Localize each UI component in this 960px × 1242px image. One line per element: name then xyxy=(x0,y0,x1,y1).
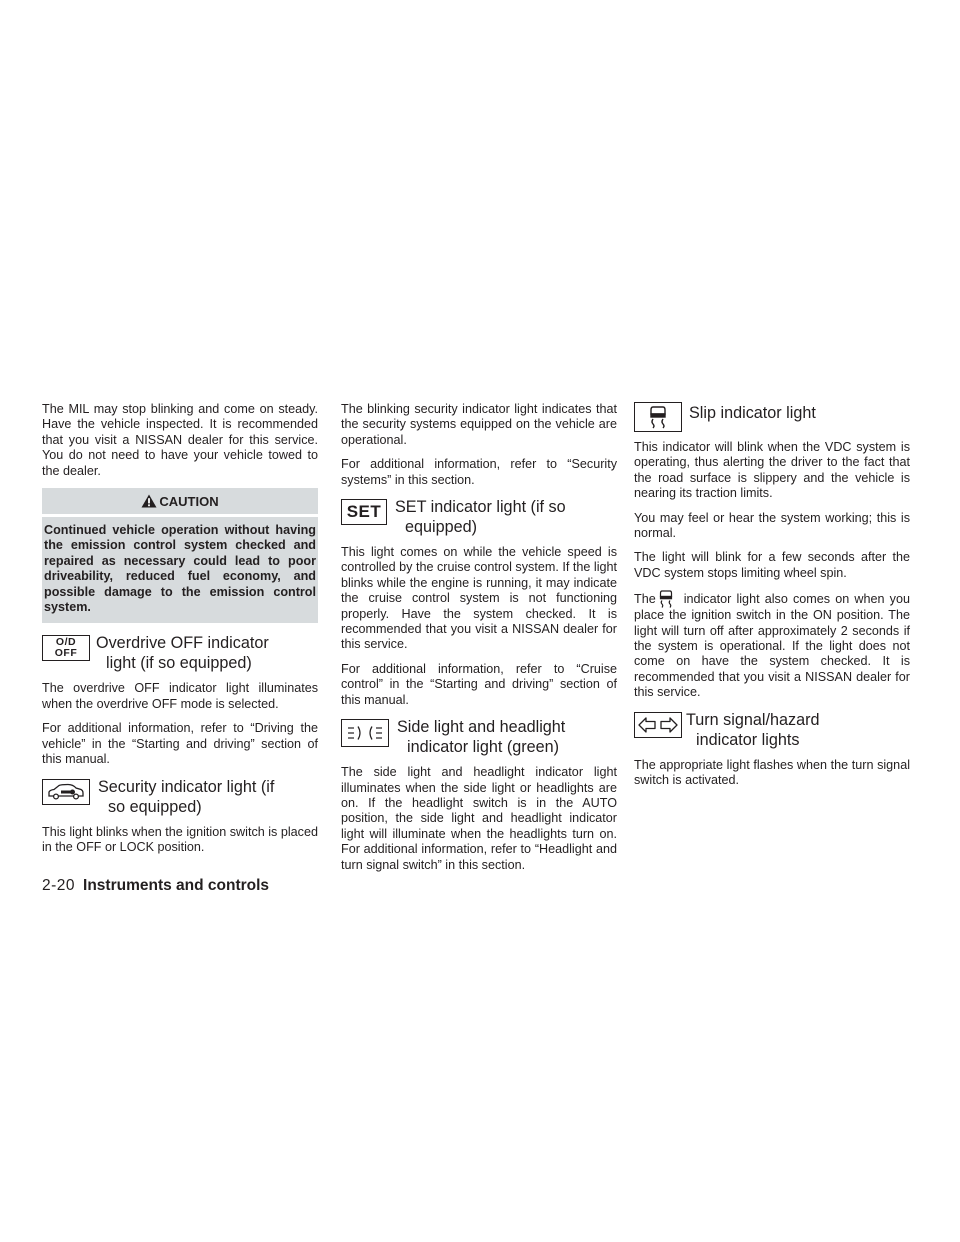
od-icon-line1: O/D xyxy=(55,636,77,649)
slip-p4-start: The xyxy=(634,592,656,607)
set-heading xyxy=(341,497,617,537)
side-light-heading xyxy=(341,717,617,757)
slip-p4-rest: indicator light also comes on when you place the ignition switch in the ON position. The light will turn off after approximately 2 seconds if the system is operational. If the light does not come on have the system checked. It is recommended that you visit a NISSAN dealer for this service. xyxy=(634,592,910,700)
od-title-line1: Overdrive OFF indicator xyxy=(96,634,269,653)
caution-header xyxy=(42,488,318,517)
caution-text: Continued vehicle operation without having the emission control system checked and repaired as necessary could lead to poor driveability, reduced fuel economy, and possible damage to the emission control system. xyxy=(44,523,316,615)
slip-paragraph-4 xyxy=(634,590,910,700)
slip-paragraph-1: This indicator will blink when the VDC system is operating, thus alerting the driver to the fact that the road surface is slippery and the vehicle is nearing its traction limits. xyxy=(634,440,910,501)
caution-box xyxy=(42,488,318,623)
slip-title: Slip indicator light xyxy=(689,404,816,422)
set-paragraph-2: For additional information, refer to “Cruise control” in the “Starting and driving” section of this manual. xyxy=(341,661,617,707)
page-number: 2-20 xyxy=(42,877,76,894)
side-light-paragraph: The side light and headlight indicator light illuminates when the side light or headlights are on. If the headlight switch is in the AUTO position, the side light and headlight indicator light will illuminate when the headlights turn on. For additional information, refer to “Headlight and turn signal switch” in this section. xyxy=(341,765,617,872)
security-heading xyxy=(42,777,318,817)
security-ref-paragraph: For additional information, refer to “Security systems” in this section. xyxy=(341,457,617,487)
od-icon-line2: OFF xyxy=(54,647,78,660)
set-icon-text: SET xyxy=(346,502,382,522)
set-title-line1: SET indicator light (if so xyxy=(395,498,566,517)
side-light-title xyxy=(397,717,565,757)
security-paragraph: This light blinks when the ignition switch is placed in the OFF or LOCK position. xyxy=(42,824,318,854)
column-3 xyxy=(634,402,910,798)
security-title xyxy=(98,777,274,817)
turn-title-line2: indicator lights xyxy=(696,730,800,749)
security-blink-paragraph: The blinking security indicator light indicates that the security systems equipped on the vehicle are operational. xyxy=(341,402,617,447)
caution-title: CAUTION xyxy=(159,494,219,510)
set-paragraph-1: This light comes on while the vehicle speed is controlled by the cruise control system. If the light blinks while the engine is running, it may indicate the cruise control system is not functioning properly. Have the system checked. It is recommended that you visit a NISSAN dealer for this service. xyxy=(341,545,617,652)
turn-signal-heading xyxy=(634,710,910,750)
side-light-title-line2: indicator light (green) xyxy=(407,738,560,757)
side-light-title-line1: Side light and headlight xyxy=(397,718,566,737)
turn-signal-paragraph: The appropriate light flashes when the turn signal switch is activated. xyxy=(634,757,910,788)
overdrive-off-title xyxy=(96,633,269,673)
set-indicator-icon xyxy=(341,499,387,525)
overdrive-off-heading xyxy=(42,633,318,673)
overdrive-paragraph-1: The overdrive OFF indicator light illuminates when the overdrive OFF mode is selected. xyxy=(42,681,318,711)
slip-indicator-icon xyxy=(634,402,682,432)
od-off-indicator-icon xyxy=(42,635,90,661)
section-name: Instruments and controls xyxy=(83,877,270,894)
overdrive-paragraph-2: For additional information, refer to “Driving the vehicle” in the “Starting and driving” section of this manual. xyxy=(42,721,318,767)
turn-title-line1: Turn signal/hazard xyxy=(686,710,820,729)
security-car-key-icon xyxy=(42,779,90,805)
side-light-indicator-icon xyxy=(341,719,389,747)
warning-triangle-icon xyxy=(141,494,157,508)
security-title-line1: Security indicator light (if xyxy=(98,777,275,796)
set-title xyxy=(395,497,566,537)
column-1 xyxy=(42,402,318,864)
turn-signal-arrows-icon xyxy=(634,712,682,738)
slip-paragraph-2: You may feel or hear the system working; this is normal. xyxy=(634,510,910,541)
set-title-line2: equipped) xyxy=(405,518,478,537)
slip-paragraph-3: The light will blink for a few seconds after the VDC system stops limiting wheel spin. xyxy=(634,550,910,580)
page-footer xyxy=(42,877,269,895)
od-title-line2: light (if so equipped) xyxy=(106,654,252,673)
column-2 xyxy=(341,402,617,882)
slip-inline-icon xyxy=(658,590,674,608)
mil-paragraph: The MIL may stop blinking and come on steady. Have the vehicle inspected. It is recommended that you visit a NISSAN dealer for this service. You do not need to have your vehicle towed to the dealer. xyxy=(42,402,318,478)
turn-signal-title xyxy=(686,710,819,750)
security-title-line2: so equipped) xyxy=(108,797,202,816)
slip-heading xyxy=(634,402,910,432)
